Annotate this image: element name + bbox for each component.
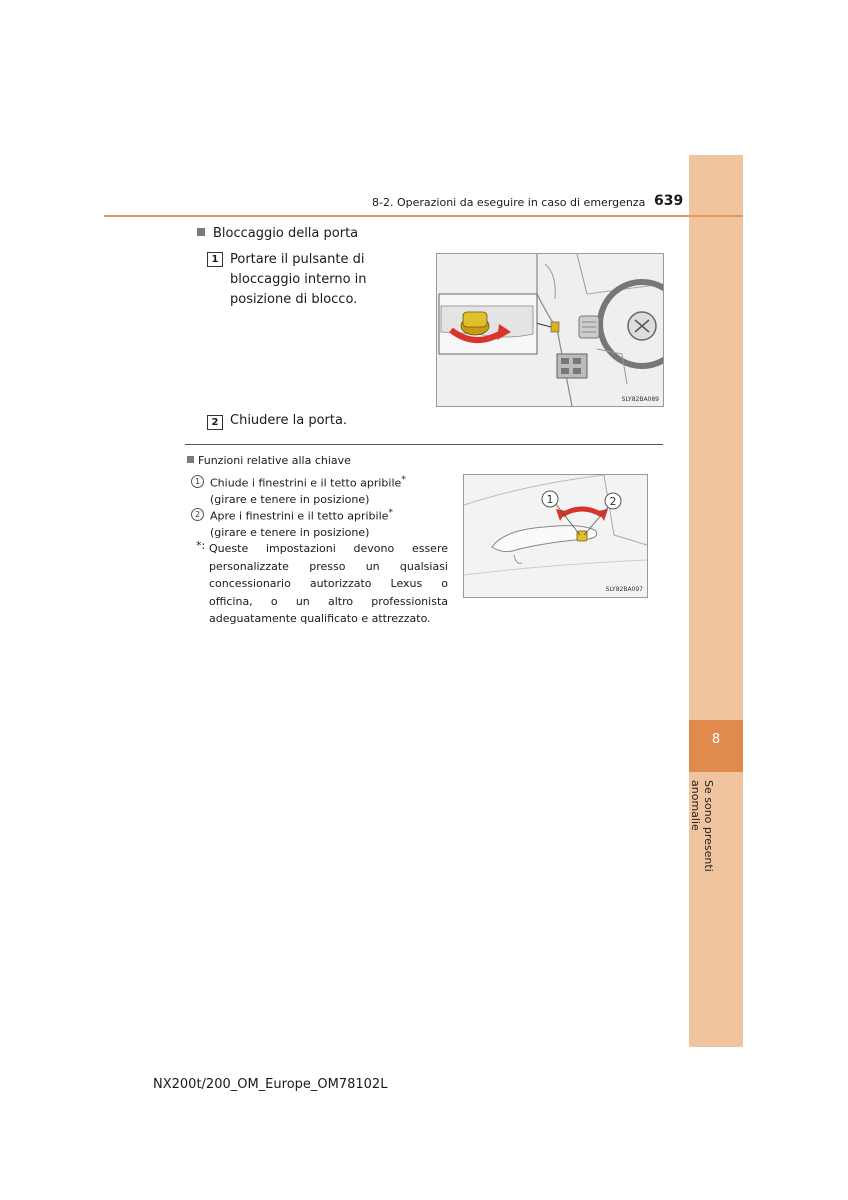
callout-2: 2 bbox=[609, 495, 617, 508]
circled-number-1-icon: 1 bbox=[191, 475, 204, 488]
circled-number-2-icon: 2 bbox=[191, 508, 204, 521]
square-bullet-icon bbox=[197, 228, 205, 236]
header-section-title: 8-2. Operazioni da eseguire in caso di emergenza bbox=[372, 196, 646, 209]
step-number-1: 1 bbox=[207, 252, 223, 267]
image-code-1: SLY82BA089 bbox=[621, 396, 659, 403]
door-lock-illustration bbox=[436, 253, 664, 407]
door-handle-illustration bbox=[463, 474, 648, 598]
image-code-2: SLY82BA097 bbox=[605, 586, 643, 593]
chapter-number: 8 bbox=[689, 720, 743, 772]
key-function-item-1: Chiude i finestrini e il tetto apribile* (girare e tenere in posizione) bbox=[210, 474, 406, 506]
footnote-text: Queste impostazioni devono essere personalizzate presso un qualsiasi concessionario autorizzato Lexus o officina, o un altro professionista adeguatamente qualificato e attrezzato. bbox=[209, 542, 448, 625]
key-function-item-2: Apre i finestrini e il tetto apribile* (girare e tenere in posizione) bbox=[210, 507, 393, 539]
section-title-key: Funzioni relative alla chiave bbox=[187, 454, 351, 467]
chapter-label: Se sono presenti anomalie bbox=[689, 780, 715, 872]
footnote-marker: *: bbox=[196, 539, 206, 552]
step-text-2: Chiudere la porta. bbox=[230, 413, 348, 428]
square-bullet-icon bbox=[187, 456, 194, 463]
section-divider bbox=[185, 444, 663, 445]
step-text-1: Portare il pulsante di bloccaggio interno in posizione di blocco. bbox=[230, 252, 367, 307]
callout-1: 1 bbox=[546, 493, 554, 506]
door-handle-drawing bbox=[464, 475, 647, 597]
section-title-lock: Bloccaggio della porta bbox=[197, 226, 358, 241]
page-number: 639 bbox=[654, 193, 684, 209]
door-interior-drawing bbox=[437, 254, 663, 406]
document-code: NX200t/200_OM_Europe_OM78102L bbox=[153, 1077, 388, 1092]
header-rule bbox=[104, 215, 743, 217]
step-number-2: 2 bbox=[207, 415, 223, 430]
